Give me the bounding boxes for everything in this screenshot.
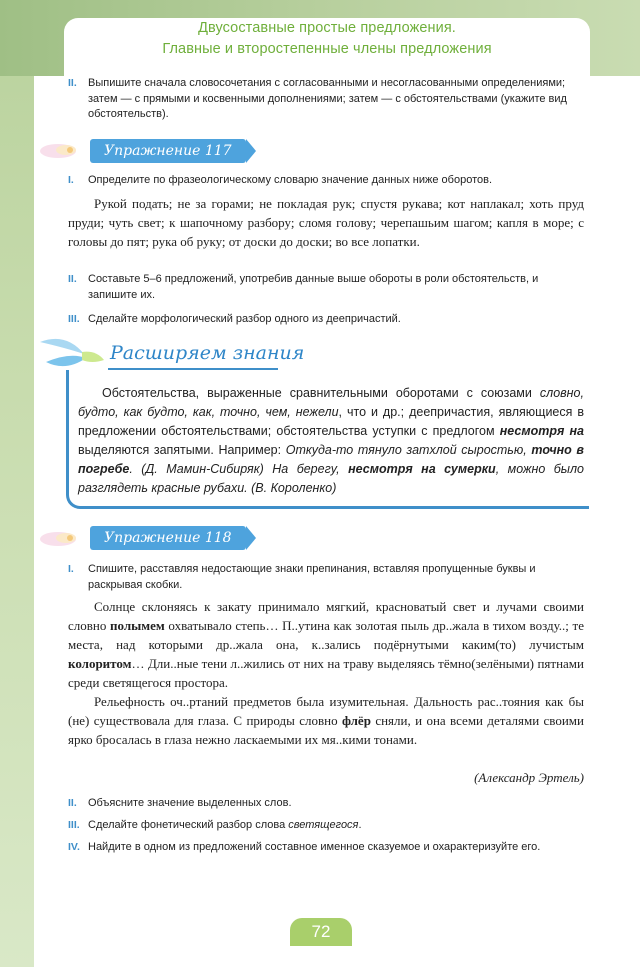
bold-run: колоритом	[68, 656, 132, 671]
task-item	[68, 312, 584, 328]
task-text: Определите по фразеологическому словарю значение данных ниже оборотов.	[88, 174, 493, 186]
exercise-body	[68, 194, 584, 251]
task-text	[88, 818, 584, 834]
knowledge-paragraph	[78, 384, 584, 498]
task-number: I.	[68, 174, 74, 186]
task-item	[68, 76, 584, 123]
task-item	[68, 818, 584, 834]
text-run: Солнце склоняясь к закату принимало мягкий, красноватый свет и лучами своими словно	[68, 599, 584, 633]
knowledge-title: Расширяем знания	[110, 342, 305, 364]
task-item	[68, 840, 584, 856]
italic-run: , можно было разглядеть красные рубахи. (В. Короленко)	[78, 462, 584, 495]
text-run: … Дли..ные тени л..жились от них на траву выделяясь тёмно(зелёными) пятнами среди светящегося простора.	[68, 656, 584, 690]
knowledge-body	[78, 384, 584, 498]
task-item	[68, 272, 584, 303]
exercise-title: Упражнение 117	[90, 139, 246, 163]
task-text: Выпишите сначала словосочетания с согласованными и несогласованными определениями; затем — с прямыми и косвенными дополнениями; затем — с обстоятельствами (укажите вид обстоятельств).	[88, 77, 567, 120]
task-text: Объясните значение выделенных слов.	[88, 797, 292, 809]
text-paragraph	[68, 692, 584, 749]
italic-run: светящегося	[288, 819, 359, 831]
page-number: 72	[290, 918, 352, 946]
header-line-1: Двусоставные простые предложения.	[198, 20, 456, 36]
task-number: III.	[68, 313, 80, 325]
task-text: Сделайте морфологический разбор одного из деепричастий.	[88, 313, 401, 325]
task-number: I.	[68, 563, 74, 575]
header-line-2: Главные и второстепенные члены предложения	[162, 41, 492, 57]
flower-icon	[36, 136, 86, 166]
italic-run: . (Д. Мамин-Сибиряк) На берегу,	[129, 462, 349, 476]
exercise-body	[68, 597, 584, 749]
bold-run: несмотря на сумерки	[348, 462, 496, 476]
task-text: Найдите в одном из предложений составное именное сказуемое и охарактеризуйте его.	[88, 841, 541, 853]
task-number: IV.	[68, 841, 80, 853]
task-item	[68, 173, 584, 189]
bold-run: несмотря на	[499, 424, 584, 438]
task-number: II.	[68, 273, 77, 285]
decorative-sidebar	[0, 0, 34, 967]
bold-run: флёр	[341, 713, 371, 728]
bold-run: точно в погребе	[78, 443, 584, 476]
page-header	[64, 18, 590, 70]
author-attribution: (Александр Эртель)	[474, 770, 584, 785]
task-number: II.	[68, 77, 77, 89]
phrase-list: Рукой подать; не за горами; не покладая рук; спустя рукава; кот наплакал; хоть пруд пруди; чуть свет; к шапочному разбору; сломя голову; черепашьим шагом; капля в море; с головы до пят; рука об руку; от доски до доски; во все лопатки.	[68, 196, 584, 249]
text-run: , что и др.; деепричастия, являющиеся в предложении обстоятельствами; обстоятельства уступки с предлогом	[78, 405, 584, 438]
exercise-title: Упражнение 118	[90, 526, 246, 550]
task-number: III.	[68, 819, 80, 831]
text-run: выделяются запятыми. Например:	[78, 443, 286, 457]
text-run: Сделайте фонетический разбор слова	[88, 819, 289, 831]
text-run: сняли, и она всеми деталями своими ярко бросалась в глаза нежно ласкаемыми их мя..кими тонами.	[68, 713, 584, 747]
text-run: .	[358, 819, 362, 831]
italic-run: Откуда-то тянуло затхлой сыростью,	[285, 443, 532, 457]
text-run: Рельефность оч..ртаний предметов была изумительная. Дальность рас..тояния как бы (не) существовала для глаза. С природы словно	[68, 694, 584, 728]
flower-icon	[36, 524, 86, 554]
task-item	[68, 796, 584, 812]
text-paragraph	[68, 597, 584, 692]
bold-run: полымем	[110, 618, 165, 633]
task-number: II.	[68, 797, 77, 809]
text-run: охватывало степь… П..утина как золотая пыль др..жала в тихом возду..; те места, над которыми др..жала она, к..зались подёрнутыми каким(то) лучистым	[68, 618, 584, 652]
task-text: Спишите, расставляя недостающие знаки препинания, вставляя пропущенные буквы и раскрывая скобки.	[88, 563, 536, 591]
text-run: Обстоятельства, выраженные сравнительными оборотами с союзами	[102, 386, 540, 400]
task-item	[68, 562, 584, 593]
italic-run: словно, будто, как будто, как, точно, чем, нежели	[78, 386, 584, 419]
task-text: Составьте 5–6 предложений, употребив данные выше обороты в роли обстоятельств, и запишите их.	[88, 273, 539, 301]
